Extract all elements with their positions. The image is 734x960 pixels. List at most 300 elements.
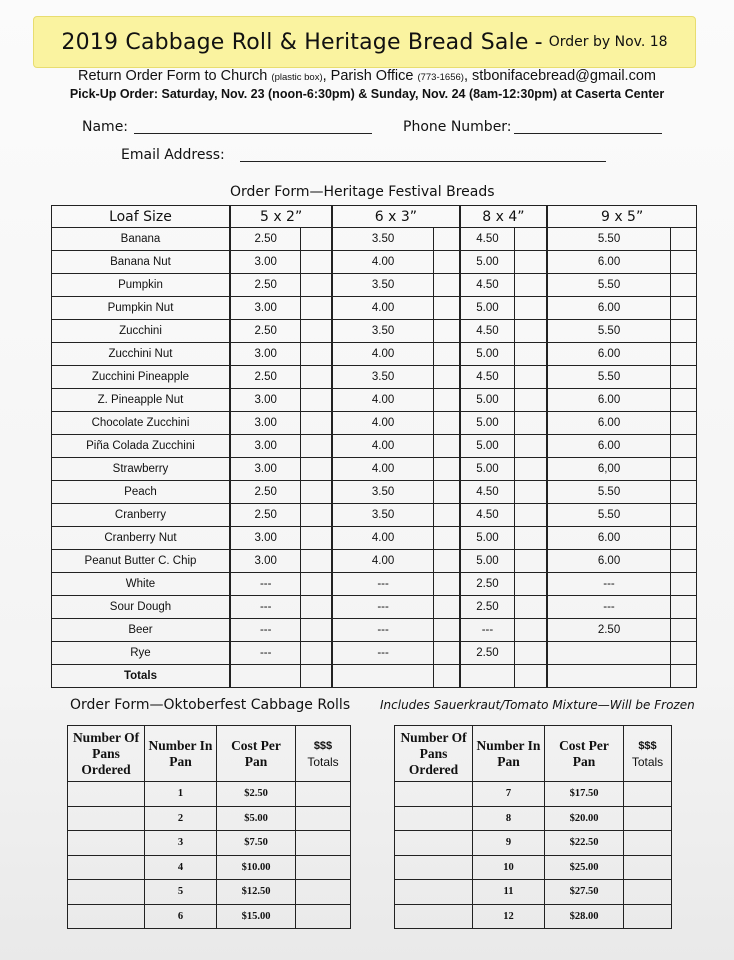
bread-row bbox=[52, 642, 697, 665]
loaf-price: 6,00 bbox=[547, 458, 670, 481]
quantity-cell[interactable] bbox=[301, 366, 332, 389]
bread-row bbox=[52, 504, 697, 527]
header-9x5: 9 x 5” bbox=[547, 206, 696, 228]
quantity-cell[interactable] bbox=[301, 389, 332, 412]
quantity-cell[interactable] bbox=[301, 251, 332, 274]
loaf-price: 3.50 bbox=[332, 504, 433, 527]
loaf-price: 5.50 bbox=[547, 481, 670, 504]
header-number-in-pan: Number In Pan bbox=[473, 726, 545, 782]
pans-ordered-cell[interactable] bbox=[68, 806, 145, 831]
loaf-price: 2.50 bbox=[230, 228, 301, 251]
quantity-cell[interactable] bbox=[433, 366, 459, 389]
quantity-cell[interactable] bbox=[515, 228, 547, 251]
loaf-name: Strawberry bbox=[52, 458, 230, 481]
name-field[interactable] bbox=[134, 133, 372, 134]
loaf-price: 6.00 bbox=[547, 412, 670, 435]
total-quantity-cell[interactable] bbox=[301, 665, 332, 688]
loaf-name: Cranberry Nut bbox=[52, 527, 230, 550]
quantity-cell[interactable] bbox=[670, 527, 696, 550]
totals-cell[interactable] bbox=[624, 904, 672, 929]
total-quantity-cell[interactable] bbox=[433, 665, 459, 688]
quantity-cell[interactable] bbox=[515, 481, 547, 504]
quantity-cell[interactable] bbox=[670, 320, 696, 343]
quantity-cell[interactable] bbox=[670, 435, 696, 458]
quantity-cell[interactable] bbox=[301, 642, 332, 665]
quantity-cell[interactable] bbox=[433, 435, 459, 458]
number-in-pan: 3 bbox=[145, 831, 217, 856]
loaf-name: Cranberry bbox=[52, 504, 230, 527]
loaf-name: Beer bbox=[52, 619, 230, 642]
quantity-cell[interactable] bbox=[670, 297, 696, 320]
loaf-name: Rye bbox=[52, 642, 230, 665]
pans-ordered-cell[interactable] bbox=[68, 831, 145, 856]
pans-ordered-cell[interactable] bbox=[68, 904, 145, 929]
bread-row bbox=[52, 619, 697, 642]
totals-label: Totals bbox=[52, 665, 230, 688]
quantity-cell[interactable] bbox=[301, 435, 332, 458]
return-prefix: Return Order Form to Church bbox=[78, 68, 268, 84]
cost-per-pan: $22.50 bbox=[545, 831, 624, 856]
bread-row bbox=[52, 527, 697, 550]
loaf-price: --- bbox=[547, 573, 670, 596]
bread-row bbox=[52, 550, 697, 573]
email-field[interactable] bbox=[240, 161, 606, 162]
cost-per-pan: $12.50 bbox=[217, 880, 296, 905]
quantity-cell[interactable] bbox=[433, 389, 459, 412]
loaf-price: 4.50 bbox=[460, 366, 515, 389]
cost-per-pan: $2.50 bbox=[217, 782, 296, 807]
cost-per-pan: $17.50 bbox=[545, 782, 624, 807]
quantity-cell[interactable] bbox=[433, 412, 459, 435]
loaf-price: 3.00 bbox=[230, 389, 301, 412]
cost-per-pan: $5.00 bbox=[217, 806, 296, 831]
totals-cell[interactable] bbox=[296, 831, 351, 856]
loaf-name: Zucchini Nut bbox=[52, 343, 230, 366]
quantity-cell[interactable] bbox=[433, 527, 459, 550]
loaf-price: 4.00 bbox=[332, 343, 433, 366]
loaf-price: --- bbox=[332, 619, 433, 642]
quantity-cell[interactable] bbox=[670, 481, 696, 504]
quantity-cell[interactable] bbox=[433, 228, 459, 251]
cabbage-row bbox=[68, 855, 351, 880]
quantity-cell[interactable] bbox=[301, 412, 332, 435]
loaf-price: 5.00 bbox=[460, 458, 515, 481]
quantity-cell[interactable] bbox=[515, 573, 547, 596]
loaf-name: Banana bbox=[52, 228, 230, 251]
cabbage-row bbox=[395, 782, 672, 807]
quantity-cell[interactable] bbox=[670, 274, 696, 297]
quantity-cell[interactable] bbox=[301, 527, 332, 550]
quantity-cell[interactable] bbox=[301, 504, 332, 527]
title-banner bbox=[33, 16, 696, 68]
quantity-cell[interactable] bbox=[670, 343, 696, 366]
loaf-name: Peach bbox=[52, 481, 230, 504]
cabbage-row bbox=[395, 806, 672, 831]
totals-cell[interactable] bbox=[624, 806, 672, 831]
loaf-name: White bbox=[52, 573, 230, 596]
cabbage-row bbox=[395, 904, 672, 929]
loaf-price: 5.00 bbox=[460, 297, 515, 320]
loaf-price: 5.00 bbox=[460, 343, 515, 366]
quantity-cell[interactable] bbox=[433, 458, 459, 481]
name-label: Name: bbox=[82, 119, 129, 135]
header-8x4: 8 x 4” bbox=[460, 206, 548, 228]
dollar-signs: $$$ bbox=[638, 739, 657, 752]
loaf-price: 3.00 bbox=[230, 527, 301, 550]
cost-per-pan: $7.50 bbox=[217, 831, 296, 856]
loaf-price: 4.50 bbox=[460, 274, 515, 297]
quantity-cell[interactable] bbox=[301, 458, 332, 481]
totals-word: Totals bbox=[631, 754, 664, 769]
bread-row bbox=[52, 274, 697, 297]
quantity-cell[interactable] bbox=[301, 619, 332, 642]
loaf-price: 5.00 bbox=[460, 550, 515, 573]
cabbage-row bbox=[395, 855, 672, 880]
bread-row bbox=[52, 481, 697, 504]
header-number-in-pan: Number In Pan bbox=[145, 726, 217, 782]
loaf-price: 3.00 bbox=[230, 458, 301, 481]
loaf-price: 2.50 bbox=[460, 642, 515, 665]
loaf-price: --- bbox=[460, 619, 515, 642]
loaf-price: 3.50 bbox=[332, 366, 433, 389]
quantity-cell[interactable] bbox=[433, 481, 459, 504]
cabbage-row bbox=[68, 904, 351, 929]
loaf-price: 3.00 bbox=[230, 550, 301, 573]
quantity-cell[interactable] bbox=[301, 481, 332, 504]
loaf-price: 2.50 bbox=[230, 366, 301, 389]
bread-row bbox=[52, 435, 697, 458]
quantity-cell[interactable] bbox=[670, 389, 696, 412]
header-cost-per-pan: Cost Per Pan bbox=[545, 726, 624, 782]
totals-cell[interactable] bbox=[624, 855, 672, 880]
dollar-signs: $$$ bbox=[313, 739, 333, 752]
loaf-price bbox=[547, 642, 670, 665]
loaf-price: 5.50 bbox=[547, 320, 670, 343]
loaf-price: 2.50 bbox=[230, 481, 301, 504]
loaf-price: --- bbox=[332, 596, 433, 619]
quantity-cell[interactable] bbox=[670, 251, 696, 274]
loaf-price: --- bbox=[332, 573, 433, 596]
bread-row bbox=[52, 389, 697, 412]
loaf-price: --- bbox=[230, 596, 301, 619]
quantity-cell[interactable] bbox=[670, 412, 696, 435]
header-totals bbox=[624, 726, 672, 782]
loaf-price: 2.50 bbox=[547, 619, 670, 642]
total-price-cell[interactable] bbox=[460, 665, 515, 688]
loaf-name: Sour Dough bbox=[52, 596, 230, 619]
total-price-cell[interactable] bbox=[332, 665, 433, 688]
quantity-cell[interactable] bbox=[433, 573, 459, 596]
loaf-name: Z. Pineapple Nut bbox=[52, 389, 230, 412]
parish-office: , Parish Office bbox=[322, 68, 414, 84]
loaf-name: Peanut Butter C. Chip bbox=[52, 550, 230, 573]
quantity-cell[interactable] bbox=[670, 550, 696, 573]
total-quantity-cell[interactable] bbox=[670, 665, 696, 688]
totals-cell[interactable] bbox=[624, 782, 672, 807]
quantity-cell[interactable] bbox=[515, 527, 547, 550]
loaf-price: 5.50 bbox=[547, 228, 670, 251]
quantity-cell[interactable] bbox=[515, 366, 547, 389]
loaf-price: 3.00 bbox=[230, 297, 301, 320]
totals-cell[interactable] bbox=[296, 806, 351, 831]
header-pans-ordered: Number Of Pans Ordered bbox=[395, 726, 473, 782]
quantity-cell[interactable] bbox=[515, 251, 547, 274]
loaf-price: 3.00 bbox=[230, 251, 301, 274]
loaf-price: 3.00 bbox=[230, 435, 301, 458]
cabbage-row bbox=[68, 806, 351, 831]
loaf-price: 4.50 bbox=[460, 504, 515, 527]
quantity-cell[interactable] bbox=[433, 550, 459, 573]
loaf-price: 4.50 bbox=[460, 481, 515, 504]
loaf-price: 6.00 bbox=[547, 389, 670, 412]
cost-per-pan: $10.00 bbox=[217, 855, 296, 880]
loaf-price: 2.50 bbox=[230, 504, 301, 527]
quantity-cell[interactable] bbox=[433, 343, 459, 366]
quantity-cell[interactable] bbox=[301, 596, 332, 619]
totals-cell[interactable] bbox=[296, 855, 351, 880]
number-in-pan: 11 bbox=[473, 880, 545, 905]
header-pans-ordered: Number Of Pans Ordered bbox=[68, 726, 145, 782]
loaf-price: 5.00 bbox=[460, 412, 515, 435]
bread-row bbox=[52, 366, 697, 389]
loaf-price: 3.00 bbox=[230, 412, 301, 435]
loaf-price: 6.00 bbox=[547, 343, 670, 366]
cost-per-pan: $15.00 bbox=[217, 904, 296, 929]
header-5x2: 5 x 2” bbox=[230, 206, 332, 228]
loaf-price: 4.00 bbox=[332, 297, 433, 320]
quantity-cell[interactable] bbox=[301, 343, 332, 366]
bread-row bbox=[52, 458, 697, 481]
loaf-price: --- bbox=[230, 573, 301, 596]
quantity-cell[interactable] bbox=[515, 343, 547, 366]
bread-row bbox=[52, 573, 697, 596]
loaf-price: 3.50 bbox=[332, 274, 433, 297]
loaf-price: 5.50 bbox=[547, 504, 670, 527]
quantity-cell[interactable] bbox=[515, 619, 547, 642]
totals-cell[interactable] bbox=[624, 831, 672, 856]
quantity-cell[interactable] bbox=[433, 504, 459, 527]
cabbage-row bbox=[68, 782, 351, 807]
pans-ordered-cell[interactable] bbox=[395, 831, 473, 856]
number-in-pan: 8 bbox=[473, 806, 545, 831]
quantity-cell[interactable] bbox=[515, 297, 547, 320]
pans-ordered-cell[interactable] bbox=[395, 855, 473, 880]
quantity-cell[interactable] bbox=[515, 596, 547, 619]
loaf-price: 2.50 bbox=[460, 573, 515, 596]
quantity-cell[interactable] bbox=[515, 458, 547, 481]
loaf-price: 3.50 bbox=[332, 481, 433, 504]
header-totals bbox=[296, 726, 351, 782]
cabbage-table-left bbox=[67, 725, 351, 929]
totals-word: Totals bbox=[307, 754, 339, 769]
pans-ordered-cell[interactable] bbox=[395, 782, 473, 807]
quantity-cell[interactable] bbox=[433, 274, 459, 297]
cabbage-row bbox=[68, 880, 351, 905]
bread-order-table bbox=[51, 205, 697, 688]
loaf-price: --- bbox=[230, 619, 301, 642]
pans-ordered-cell[interactable] bbox=[68, 855, 145, 880]
plastic-box-note: (plastic box) bbox=[271, 72, 323, 83]
order-deadline: Order by Nov. 18 bbox=[548, 34, 668, 50]
quantity-cell[interactable] bbox=[515, 274, 547, 297]
phone-field[interactable] bbox=[514, 133, 662, 134]
loaf-price: 4.00 bbox=[332, 458, 433, 481]
quantity-cell[interactable] bbox=[515, 435, 547, 458]
quantity-cell[interactable] bbox=[433, 619, 459, 642]
quantity-cell[interactable] bbox=[670, 458, 696, 481]
pans-ordered-cell[interactable] bbox=[68, 880, 145, 905]
bread-row bbox=[52, 596, 697, 619]
loaf-price: 4.00 bbox=[332, 435, 433, 458]
pans-ordered-cell[interactable] bbox=[395, 904, 473, 929]
loaf-name: Pumpkin Nut bbox=[52, 297, 230, 320]
quantity-cell[interactable] bbox=[670, 573, 696, 596]
loaf-price: --- bbox=[230, 642, 301, 665]
number-in-pan: 9 bbox=[473, 831, 545, 856]
bread-row bbox=[52, 228, 697, 251]
header-cost-per-pan: Cost Per Pan bbox=[217, 726, 296, 782]
totals-row bbox=[52, 665, 697, 688]
quantity-cell[interactable] bbox=[301, 320, 332, 343]
contact-email: , stbonifacebread@gmail.com bbox=[463, 68, 656, 84]
totals-cell[interactable] bbox=[296, 880, 351, 905]
quantity-cell[interactable] bbox=[670, 642, 696, 665]
email-label: Email Address: bbox=[121, 147, 225, 163]
loaf-price: 6.00 bbox=[547, 251, 670, 274]
total-price-cell[interactable] bbox=[230, 665, 301, 688]
cabbage-row bbox=[395, 831, 672, 856]
cabbage-row bbox=[395, 880, 672, 905]
return-info bbox=[0, 68, 734, 84]
sale-title: 2019 Cabbage Roll & Heritage Bread Sale bbox=[61, 29, 529, 55]
phone-label: Phone Number: bbox=[403, 119, 512, 135]
loaf-price: 6.00 bbox=[547, 527, 670, 550]
header-loaf-size: Loaf Size bbox=[52, 206, 230, 228]
loaf-price: 5.00 bbox=[460, 389, 515, 412]
loaf-price: 6.00 bbox=[547, 435, 670, 458]
bread-row bbox=[52, 412, 697, 435]
loaf-name: Piña Colada Zucchini bbox=[52, 435, 230, 458]
title-dash: - bbox=[534, 29, 543, 55]
quantity-cell[interactable] bbox=[515, 504, 547, 527]
quantity-cell[interactable] bbox=[433, 251, 459, 274]
bread-header-row bbox=[52, 206, 697, 228]
loaf-price: 5.50 bbox=[547, 274, 670, 297]
cost-per-pan: $28.00 bbox=[545, 904, 624, 929]
loaf-price: 5.00 bbox=[460, 435, 515, 458]
number-in-pan: 2 bbox=[145, 806, 217, 831]
loaf-price: 4.00 bbox=[332, 550, 433, 573]
totals-cell[interactable] bbox=[624, 880, 672, 905]
loaf-price: 4.50 bbox=[460, 320, 515, 343]
loaf-price: 4.00 bbox=[332, 389, 433, 412]
cabbage-table-right bbox=[394, 725, 672, 929]
totals-cell[interactable] bbox=[296, 782, 351, 807]
pickup-info: Pick-Up Order: Saturday, Nov. 23 (noon-6:30pm) & Sunday, Nov. 24 (8am-12:30pm) at Caserta Center bbox=[69, 87, 665, 101]
cost-per-pan: $27.50 bbox=[545, 880, 624, 905]
quantity-cell[interactable] bbox=[670, 504, 696, 527]
loaf-price: --- bbox=[332, 642, 433, 665]
quantity-cell[interactable] bbox=[670, 596, 696, 619]
pans-ordered-cell[interactable] bbox=[68, 782, 145, 807]
loaf-price: 3.50 bbox=[332, 228, 433, 251]
header-6x3: 6 x 3” bbox=[332, 206, 459, 228]
parish-phone: (773-1656) bbox=[417, 72, 464, 83]
bread-row bbox=[52, 343, 697, 366]
number-in-pan: 12 bbox=[473, 904, 545, 929]
quantity-cell[interactable] bbox=[670, 228, 696, 251]
cabbage-row bbox=[68, 831, 351, 856]
quantity-cell[interactable] bbox=[301, 274, 332, 297]
bread-row bbox=[52, 320, 697, 343]
quantity-cell[interactable] bbox=[301, 228, 332, 251]
quantity-cell[interactable] bbox=[515, 550, 547, 573]
quantity-cell[interactable] bbox=[433, 596, 459, 619]
number-in-pan: 5 bbox=[145, 880, 217, 905]
loaf-price: 5.50 bbox=[547, 366, 670, 389]
number-in-pan: 10 bbox=[473, 855, 545, 880]
quantity-cell[interactable] bbox=[433, 642, 459, 665]
quantity-cell[interactable] bbox=[515, 412, 547, 435]
quantity-cell[interactable] bbox=[301, 297, 332, 320]
total-price-cell[interactable] bbox=[547, 665, 670, 688]
loaf-price: 2.50 bbox=[230, 320, 301, 343]
cost-per-pan: $25.00 bbox=[545, 855, 624, 880]
loaf-price: --- bbox=[547, 596, 670, 619]
bread-row bbox=[52, 297, 697, 320]
cabbage-note: Includes Sauerkraut/Tomato Mixture—Will be Frozen bbox=[380, 698, 695, 712]
quantity-cell[interactable] bbox=[301, 550, 332, 573]
loaf-name: Zucchini bbox=[52, 320, 230, 343]
loaf-price: 5.00 bbox=[460, 251, 515, 274]
total-quantity-cell[interactable] bbox=[515, 665, 547, 688]
bread-form-title: Order Form—Heritage Festival Breads bbox=[230, 184, 495, 200]
cost-per-pan: $20.00 bbox=[545, 806, 624, 831]
loaf-price: 4.00 bbox=[332, 251, 433, 274]
loaf-name: Banana Nut bbox=[52, 251, 230, 274]
quantity-cell[interactable] bbox=[515, 389, 547, 412]
loaf-name: Zucchini Pineapple bbox=[52, 366, 230, 389]
loaf-name: Chocolate Zucchini bbox=[52, 412, 230, 435]
cabbage-form-title: Order Form—Oktoberfest Cabbage Rolls bbox=[70, 697, 351, 713]
number-in-pan: 6 bbox=[145, 904, 217, 929]
pans-ordered-cell[interactable] bbox=[395, 880, 473, 905]
loaf-price: 2.50 bbox=[230, 274, 301, 297]
loaf-price: 2.50 bbox=[460, 596, 515, 619]
quantity-cell[interactable] bbox=[670, 366, 696, 389]
quantity-cell[interactable] bbox=[433, 297, 459, 320]
loaf-price: 4.50 bbox=[460, 228, 515, 251]
loaf-price: 6.00 bbox=[547, 550, 670, 573]
quantity-cell[interactable] bbox=[515, 642, 547, 665]
loaf-price: 3.50 bbox=[332, 320, 433, 343]
bread-row bbox=[52, 251, 697, 274]
quantity-cell[interactable] bbox=[515, 320, 547, 343]
number-in-pan: 7 bbox=[473, 782, 545, 807]
pans-ordered-cell[interactable] bbox=[395, 806, 473, 831]
quantity-cell[interactable] bbox=[433, 320, 459, 343]
loaf-price: 4.00 bbox=[332, 527, 433, 550]
loaf-price: 5.00 bbox=[460, 527, 515, 550]
number-in-pan: 1 bbox=[145, 782, 217, 807]
totals-cell[interactable] bbox=[296, 904, 351, 929]
loaf-price: 4.00 bbox=[332, 412, 433, 435]
quantity-cell[interactable] bbox=[670, 619, 696, 642]
number-in-pan: 4 bbox=[145, 855, 217, 880]
loaf-price: 3.00 bbox=[230, 343, 301, 366]
loaf-name: Pumpkin bbox=[52, 274, 230, 297]
quantity-cell[interactable] bbox=[301, 573, 332, 596]
